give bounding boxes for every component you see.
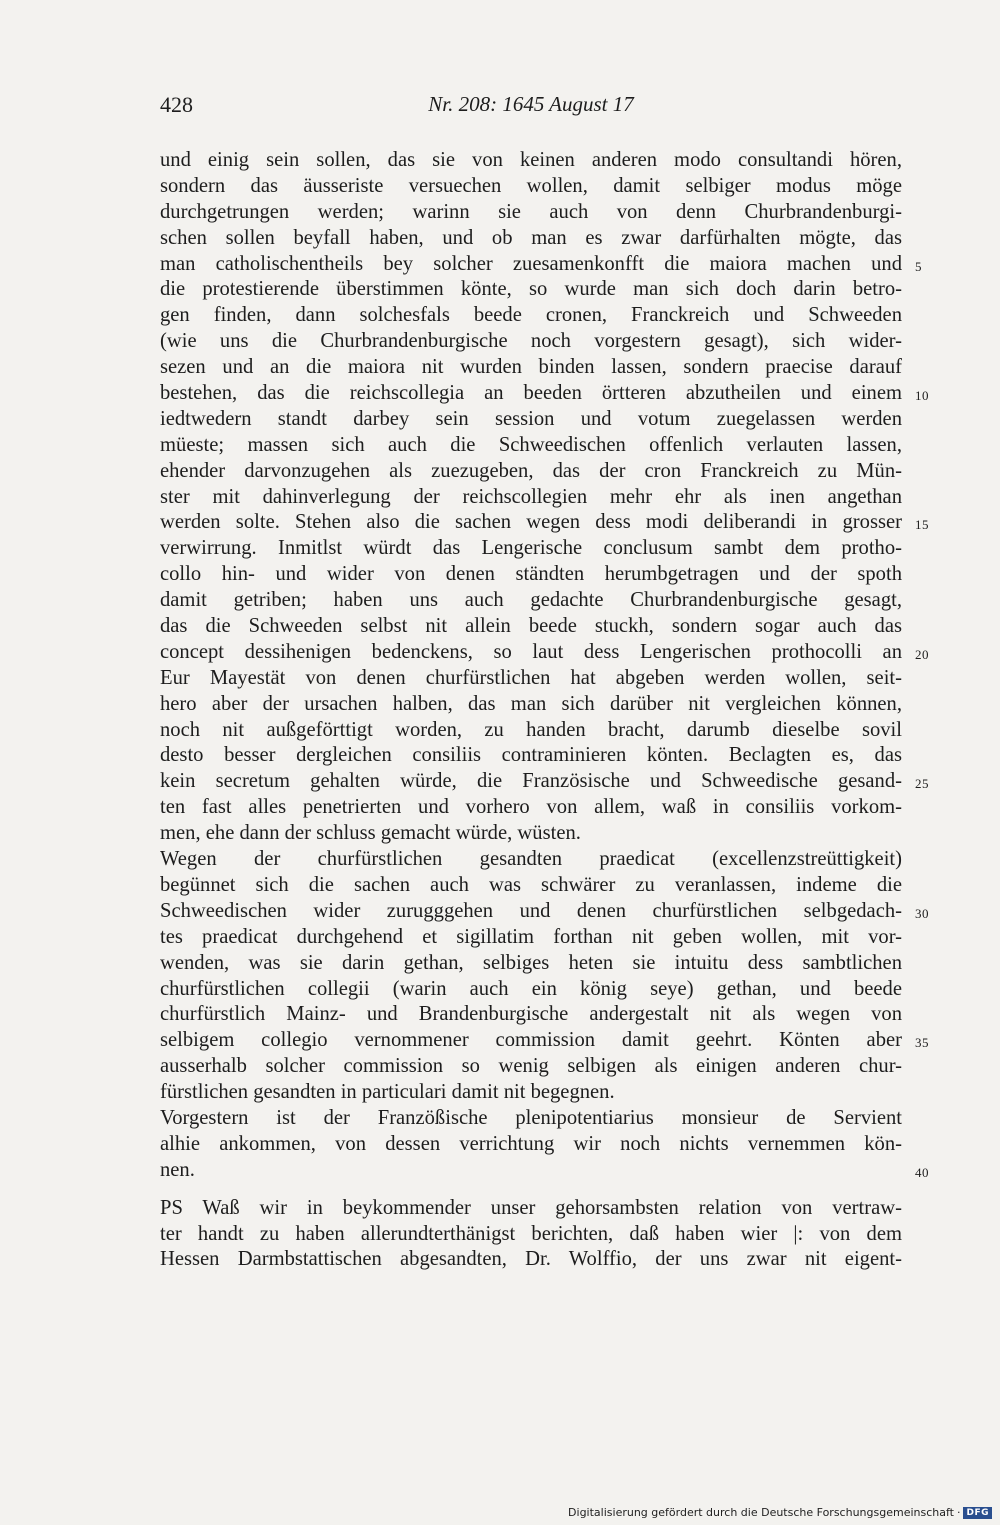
line-text: collo hin- und wider von denen ständten herumbgetragen und der spoth: [160, 563, 902, 586]
line-text: desto besser dergleichen consiliis contraminieren könten. Beclagten es, das: [160, 744, 902, 767]
line-text: (wie uns die Churbrandenburgische noch vorgestern gesagt), sich wider-: [160, 330, 902, 353]
text-line: [160, 1106, 902, 1132]
text-line: [160, 252, 922, 278]
line-text: noch nit außgeförttigt worden, zu handen bracht, darumb dieselbe sovil: [160, 718, 902, 741]
text-line: [160, 407, 902, 433]
line-text: Eur Mayestät von denen churfürstlichen hat abgeben werden wollen, seit-: [160, 666, 902, 689]
line-text: Wegen der churfürstlichen gesandten praedicat (excellenzstreüttigkeit): [160, 848, 902, 871]
text-line: [160, 588, 902, 614]
line-number: 5: [915, 258, 922, 274]
line-text: Hessen Darmbstattischen abgesandten, Dr. Wolffio, der uns zwar nit eigent-: [160, 1248, 902, 1271]
text-line: [160, 277, 902, 303]
text-line: [160, 873, 902, 899]
text-line: [160, 743, 902, 769]
line-text: damit getriben; haben uns auch gedachte Churbrandenburgische gesagt,: [160, 589, 902, 612]
line-number: 30: [915, 905, 929, 921]
text-line: [160, 536, 902, 562]
line-text: durchgetrungen werden; warinn sie auch von denn Churbrandenburgi-: [160, 200, 902, 223]
text-line: [160, 795, 902, 821]
text-line: [160, 510, 929, 536]
line-text: man catholischentheils bey solcher zuesamenkonfft die maiora machen und: [160, 252, 902, 275]
line-text: gen finden, dann solchesfals beede cronen, Franckreich und Schweeden: [160, 304, 902, 327]
line-text: nen.: [160, 1158, 195, 1181]
text-line: [160, 614, 902, 640]
line-text: ausserhalb solcher commission so wenig selbigen als einigen anderen chur-: [160, 1055, 902, 1078]
text-line: [160, 821, 902, 847]
dfg-logo: DFG: [963, 1507, 992, 1519]
text-line: [160, 433, 902, 459]
text-line: [160, 692, 902, 718]
line-number: 40: [915, 1164, 929, 1180]
text-line: [160, 226, 902, 252]
line-text: PS Waß wir in beykommender unser gehorsambsten relation von vertraw-: [160, 1196, 902, 1219]
text-line: [160, 640, 929, 666]
text-line: [160, 1054, 902, 1080]
line-number: 25: [915, 776, 929, 792]
line-text: tes praedicat durchgehend et sigillatim forthan nit geben wollen, mit vor-: [160, 925, 902, 948]
line-number: 35: [915, 1035, 929, 1051]
text-line: [160, 329, 902, 355]
text-line: [160, 562, 902, 588]
page-number: 428: [160, 92, 193, 117]
body-text: [160, 148, 929, 1273]
line-text: Vorgestern ist der Franzößische plenipotentiarius monsieur de Servient: [160, 1106, 902, 1129]
line-text: das die Schweeden selbst nit allein beede stuckh, sondern sogar auch das: [160, 615, 902, 638]
text-line: [160, 148, 902, 174]
text-line: [160, 303, 902, 329]
text-line: [160, 1196, 902, 1222]
line-text: müeste; massen sich auch die Schweedischen offenlich verlauten lassen,: [160, 433, 902, 456]
line-text: ehender darvonzugehen als zuezugeben, das der cron Franckreich zu Mün-: [160, 459, 902, 482]
text-line: [160, 925, 902, 951]
line-text: iedtwedern standt darbey sein session und votum zuegelassen werden: [160, 407, 902, 430]
text-line: [160, 1080, 902, 1106]
text-line: [160, 1028, 929, 1054]
text-line: [160, 899, 929, 925]
running-title: Nr. 208: 1645 August 17: [428, 92, 634, 116]
line-text: men, ehe dann der schluss gemacht würde, wüsten.: [160, 822, 581, 845]
line-text: sondern das äusseriste versuechen wollen, damit selbiger modus möge: [160, 174, 902, 197]
line-text: die protestierende überstimmen könte, so wurde man sich doch darin betro-: [160, 278, 902, 301]
text-line: [160, 1158, 929, 1184]
line-text: begünnet sich die sachen auch was schwärer zu veranlassen, indeme die: [160, 873, 902, 896]
text-line: [160, 1002, 902, 1028]
line-text: churfürstlich Mainz- und Brandenburgische andergestalt nit als wegen von: [160, 1003, 902, 1026]
separator-dot: ·: [956, 1506, 961, 1519]
line-text: ten fast alles penetrierten und vorhero von allem, waß in consiliis vorkom-: [160, 796, 902, 819]
text-line: [160, 769, 929, 795]
line-number: 10: [915, 388, 929, 404]
credit-text: Digitalisierung gefördert durch die Deutsche Forschungsgemeinschaft: [568, 1506, 954, 1519]
line-text: schen sollen beyfall haben, und ob man es zwar darfürhalten mögte, das: [160, 226, 902, 249]
text-line: [160, 951, 902, 977]
line-text: hero aber der ursachen halben, das man sich darüber nit vergleichen können,: [160, 692, 902, 715]
line-text: sezen und an die maiora nit wurden binden lassen, sondern praecise darauf: [160, 356, 902, 379]
line-text: concept dessihenigen bedenckens, so laut dess Lengerischen prothocolli an: [160, 640, 902, 663]
text-line: [160, 666, 902, 692]
text-line: [160, 355, 902, 381]
text-line: [160, 718, 902, 744]
line-text: und einig sein sollen, das sie von keinen anderen modo consultandi hören,: [160, 149, 902, 171]
text-line: [160, 485, 902, 511]
text-line: [160, 1132, 902, 1158]
text-line: [160, 381, 929, 407]
text-line: [160, 200, 902, 226]
line-text: ter handt zu haben allerundterthänigst berichten, daß haben wier |: von dem: [160, 1222, 902, 1245]
line-text: alhie ankommen, von dessen verrichtung wir noch nichts vernemmen kön-: [160, 1132, 902, 1155]
text-line: [160, 1222, 902, 1248]
line-text: Schweedischen wider zurugggehen und denen churfürstlichen selbgedach-: [160, 899, 902, 922]
text-line: [160, 459, 902, 485]
line-text: selbigem collegio vernommener commission damit geehrt. Könten aber: [160, 1029, 902, 1052]
line-text: bestehen, das die reichscollegia an beeden örtteren abzutheilen und einem: [160, 382, 902, 405]
line-text: churfürstlichen collegii (warin auch ein könig seye) gethan, und beede: [160, 977, 902, 1000]
line-text: verwirrung. Inmitlst würdt das Lengerische conclusum sambt dem protho-: [160, 537, 902, 560]
text-line: [160, 1247, 902, 1273]
line-text: kein secretum gehalten würde, die Französische und Schweedische gesand-: [160, 770, 902, 793]
footer-credit: [568, 1506, 992, 1519]
page-header: [160, 92, 902, 122]
text-line: [160, 174, 902, 200]
line-number: 15: [915, 517, 929, 533]
line-text: ster mit dahinverlegung der reichscollegien mehr ehr als inen angethan: [160, 485, 902, 508]
line-text: werden solte. Stehen also die sachen wegen dess modi deliberandi in grosser: [160, 511, 902, 534]
text-line: [160, 847, 902, 873]
line-text: fürstlichen gesandten in particulari damit nit begegnen.: [160, 1081, 615, 1104]
line-number: 20: [915, 646, 929, 662]
line-text: wenden, was sie darin gethan, selbiges heten sie intuitu dess sambtlichen: [160, 951, 902, 974]
paragraph-gap: [160, 1184, 902, 1196]
text-line: [160, 977, 902, 1003]
